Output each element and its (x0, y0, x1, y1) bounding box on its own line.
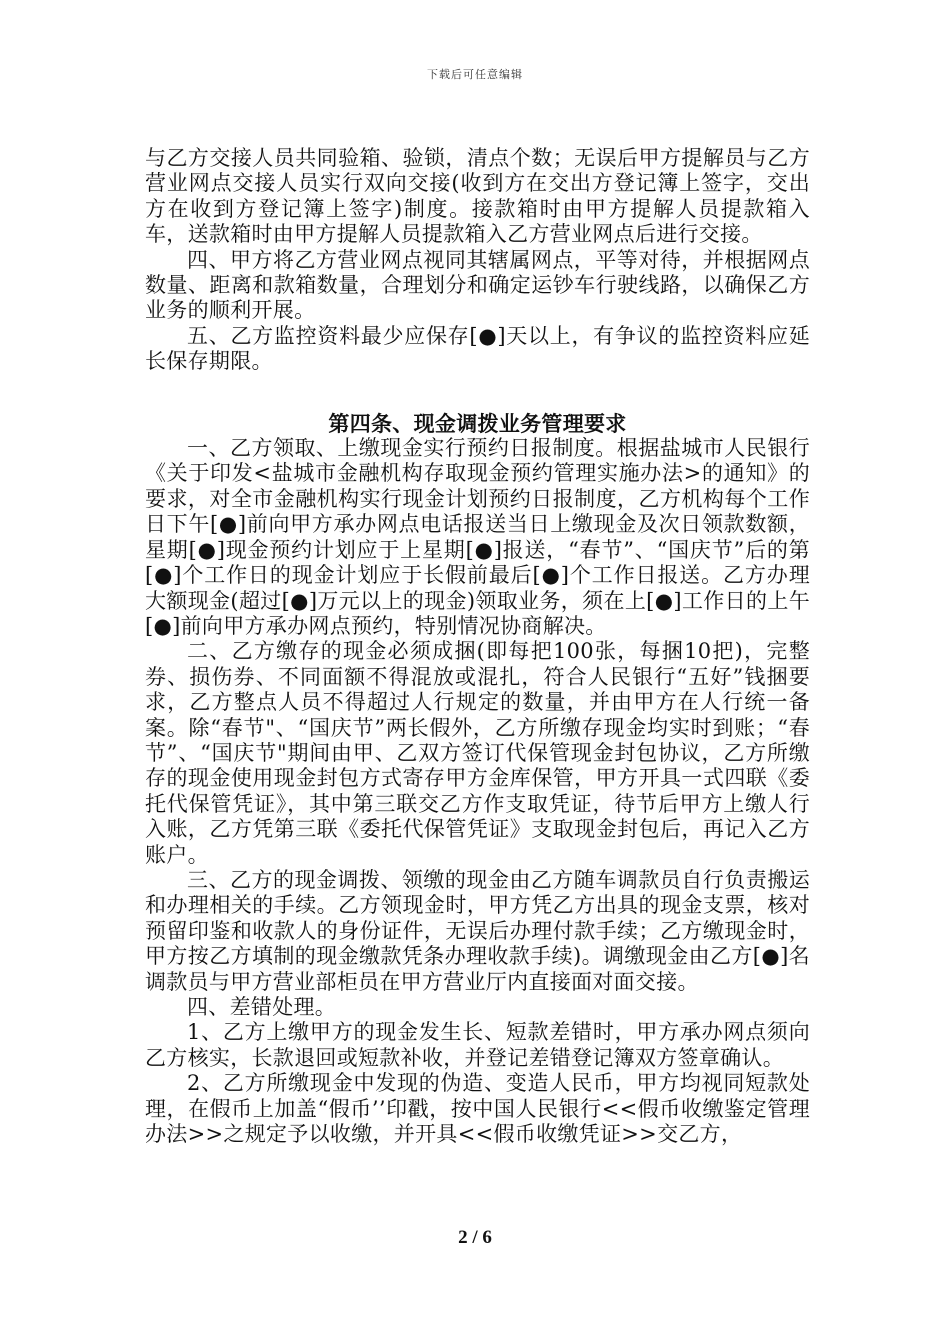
paragraph-item-4-errors: 四、差错处理。 (187, 995, 337, 1019)
paragraph-continuation: 与乙方交接人员共同验箱、验锁，清点个数；无误后甲方提解员与乙方营业网点交接人员实行双向交接(收到方在交出方登记簿上签字，交出方在收到方登记簿上签字)制度。接款箱时由甲方提解人员提款箱入车，送款箱时由甲方提解人员提款箱入乙方营业网点后进行交接。 (145, 146, 810, 247)
paragraph-item-5: 五、乙方监控资料最少应保存[●]天以上，有争议的监控资料应延长保存期限。 (145, 323, 810, 374)
paragraph-item-3: 三、乙方的现金调拨、领缴的现金由乙方随车调款员自行负责搬运和办理相关的手续。乙方领现金时，甲方凭乙方出具的现金支票，核对预留印鉴和收款人的身份证件，无误后办理付款手续；乙方缴现金时，甲方按乙方填制的现金缴款凭条办理收款手续)。调缴现金由乙方[●]名调款员与甲方营业部柜员在甲方营业厅内直接面对面交接。 (145, 867, 810, 994)
paragraph-subitem-1: 1、乙方上缴甲方的现金发生长、短款差错时，甲方承办网点须向乙方核实，长款退回或短款补收，并登记差错登记簿双方签章确认。 (145, 1020, 810, 1070)
section-gap (145, 375, 810, 411)
document-body (145, 146, 810, 1147)
section-heading: 第四条、现金调拨业务管理要求 (328, 410, 627, 436)
paragraph-item-1: 一、乙方领取、上缴现金实行预约日报制度。根据盐城市人民银行《关于印发<盐城市金融机构存取现金预约管理实施办法>的通知》的要求，对全市金融机构实行现金计划预约日报制度，乙方机构每个工作日下午[●]前向甲方承办网点电话报送当日上缴现金及次日领款数额，星期[●]现金预约计划应于上星期[●]报送，“春节”、“国庆节”后的第[●]个工作日的现金计划应于长假前最后[●]个工作日报送。乙方办理大额现金(超过[●]万元以上的现金)领取业务，须在上[●]工作日的上午[●]前向甲方承办网点预约，特别情况协商解决。 (145, 436, 810, 638)
paragraph-item-2: 二、乙方缴存的现金必须成捆(即每把100张，每捆10把)，完整券、损伤券、不同面额不得混放或混扎，符合人民银行“五好”钱捆要求，乙方整点人员不得超过人行规定的数量，并由甲方在人行统一备案。除“春节"、“国庆节”两长假外，乙方所缴存现金均实时到账；“春节”、“国庆节"期间由甲、乙双方签订代保管现金封包协议，乙方所缴存的现金使用现金封包方式寄存甲方金库保管，甲方开具一式四联《委托代保管凭证》，其中第三联交乙方作支取凭证，待节后甲方上缴人行入账，乙方凭第三联《委托代保管凭证》支取现金封包后，再记入乙方账户。 (145, 639, 810, 867)
page-header: 下载后可任意编辑 (427, 68, 523, 81)
paragraph-item-4: 四、甲方将乙方营业网点视同其辖属网点，平等对待，并根据网点数量、距离和款箱数量，合理划分和确定运钞车行驶线路，以确保乙方业务的顺利开展。 (145, 247, 810, 323)
page-number: 2 / 6 (458, 1227, 492, 1248)
paragraph-subitem-2: 2、乙方所缴现金中发现的伪造、变造人民币，甲方均视同短款处理，在假币上加盖“假币’’印戳，按中国人民银行<<假币收缴鉴定管理办法>>之规定予以收缴，并开具<<假币收缴凭证>>交乙方， (145, 1071, 810, 1147)
